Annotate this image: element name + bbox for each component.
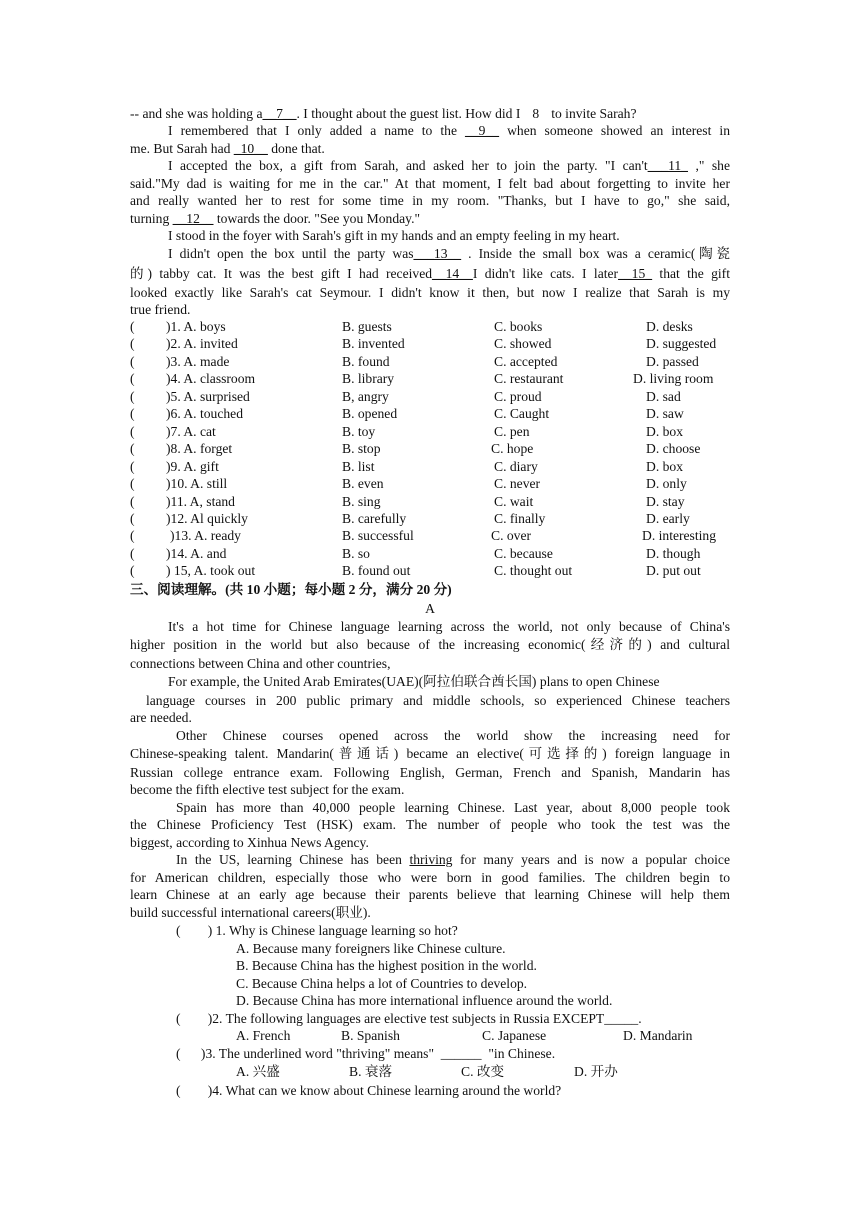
cloze-option-num: )5. A. surprised xyxy=(166,389,250,404)
cloze-option-c: C. wait xyxy=(494,494,534,509)
cloze-option-b: B. invented xyxy=(342,336,405,351)
blank-10: _10__ xyxy=(233,141,268,156)
cloze-option-paren: ( xyxy=(130,406,135,421)
cloze-option-paren: ( xyxy=(130,354,135,369)
cloze-option-c: C. restaurant xyxy=(494,371,564,386)
cloze-option-d: D. early xyxy=(646,511,690,526)
reading-line: biggest, according to Xinhua News Agency. xyxy=(130,835,369,850)
cloze-option-c: C. hope xyxy=(491,441,534,456)
cloze-option-d: D. stay xyxy=(646,494,685,509)
cloze-option-d: D. box xyxy=(646,424,684,439)
cloze-option-d: D. desks xyxy=(646,319,693,334)
reading-line: become the fifth elective test subject for the exam. xyxy=(130,782,405,797)
cloze-option-num: )7. A. cat xyxy=(166,424,216,439)
passage-line: I didn't open the box until the party was___13__ . Inside the small box was a ceramic(陶瓷 xyxy=(168,246,730,261)
blank-14: __14__ xyxy=(432,266,473,281)
blank-11: ___11_ xyxy=(647,158,688,173)
question-1-option: A. Because many foreigners like Chinese culture. xyxy=(236,941,506,956)
cloze-option-b: B. list xyxy=(342,459,375,474)
cloze-option-b: B. toy xyxy=(342,424,376,439)
cloze-option-paren: ( xyxy=(130,563,135,578)
reading-line: Other Chinese courses opened across the world show the increasing need for xyxy=(176,728,730,743)
blank-9: __9__ xyxy=(465,123,500,138)
passage-line: I stood in the foyer with Sarah's gift in my hands and an empty feeling in my heart. xyxy=(168,228,620,243)
blank-12: __12__ xyxy=(172,211,214,226)
cloze-option-d: D. interesting xyxy=(642,528,716,543)
cloze-option-paren: ( xyxy=(130,389,135,404)
reading-line: language courses in 200 public primary and middle schools, so experienced Chinese teachers xyxy=(146,693,730,708)
blank-13: ___13__ xyxy=(413,246,462,261)
section-title: 三、阅读理解。(共 10 小题；每小题 2 分，满分 20 分) xyxy=(130,582,452,597)
passage-line: 的) tabby cat. It was the best gift I had received__14__I didn't like cats. I later__15_ that the gift xyxy=(130,266,730,281)
passage-line: turning __12__ towards the door. "See you Monday." xyxy=(130,211,421,226)
question-2: ( )2. The following languages are elective test subjects in Russia EXCEPT_____. xyxy=(176,1011,642,1026)
cloze-option-c: C. over xyxy=(491,528,532,543)
cloze-option-d: D. passed xyxy=(646,354,699,369)
cloze-option-paren: ( xyxy=(130,424,135,439)
cloze-option-d: D. though xyxy=(646,546,701,561)
cloze-option-c: C. because xyxy=(494,546,553,561)
cloze-option-b: B. opened xyxy=(342,406,398,421)
cloze-option-paren: ( xyxy=(130,459,135,474)
cloze-option-paren: ( xyxy=(130,494,135,509)
passage-line: I accepted the box, a gift from Sarah, and asked her to join the party. "I can't___11_ ," she xyxy=(168,158,730,173)
cloze-option-num: )13. A. ready xyxy=(170,528,241,543)
cloze-option-c: C. proud xyxy=(494,389,542,404)
reading-line: higher position in the world but also because of the increasing economic(经济的) and cultural xyxy=(130,637,730,652)
cloze-option-c: C. books xyxy=(494,319,543,334)
cloze-option-b: B. stop xyxy=(342,441,381,456)
reading-line: build successful international careers(职业). xyxy=(130,905,371,920)
cloze-option-c: C. pen xyxy=(494,424,530,439)
passage-label: A xyxy=(425,601,435,616)
question-1-option: B. Because China has the highest position in the world. xyxy=(236,958,537,973)
cloze-option-d: D. sad xyxy=(646,389,681,404)
cloze-option-paren: ( xyxy=(130,528,135,543)
question-1-option: C. Because China helps a lot of Countries to develop. xyxy=(236,976,528,991)
cloze-option-d: D. living room xyxy=(633,371,714,386)
passage-line: said."My dad is waiting for me in the car." At that moment, I felt bad about forgetting to invite her xyxy=(130,176,730,191)
cloze-option-b: B. successful xyxy=(342,528,414,543)
cloze-option-d: D. saw xyxy=(646,406,684,421)
cloze-option-b: B. carefully xyxy=(342,511,407,526)
cloze-option-b: B. guests xyxy=(342,319,392,334)
cloze-option-d: D. put out xyxy=(646,563,701,578)
cloze-option-d: D. choose xyxy=(646,441,701,456)
cloze-option-paren: ( xyxy=(130,441,135,456)
cloze-option-c: C. never xyxy=(494,476,541,491)
passage-line: -- and she was holding a__7__. I thought about the guest list. How did I 8 to invite Sarah? xyxy=(130,106,637,121)
cloze-option-num: )1. A. boys xyxy=(166,319,226,334)
reading-line: learn Chinese at an early age because their parents believe that learning Chinese will help them xyxy=(130,887,730,902)
cloze-option-b: B. so xyxy=(342,546,370,561)
cloze-option-c: C. thought out xyxy=(494,563,573,578)
cloze-option-num: )3. A. made xyxy=(166,354,230,369)
reading-line: Spain has more than 40,000 people learning Chinese. Last year, about 8,000 people took xyxy=(176,800,730,815)
reading-line: connections between China and other countries, xyxy=(130,656,391,671)
cloze-option-num: )9. A. gift xyxy=(166,459,219,474)
cloze-option-c: C. accepted xyxy=(494,354,558,369)
cloze-option-c: C. diary xyxy=(494,459,538,474)
blank-15: __15_ xyxy=(618,266,653,281)
blank-7: __7__ xyxy=(262,106,297,121)
underlined-word: thriving xyxy=(409,852,453,867)
reading-line: In the US, learning Chinese has been thriving for many years and is now a popular choice xyxy=(176,852,730,867)
cloze-option-b: B. found out xyxy=(342,563,411,578)
passage-line: I remembered that I only added a name to the __9__ when someone showed an interest in xyxy=(168,123,730,138)
cloze-option-b: B. library xyxy=(342,371,395,386)
cloze-option-num: )4. A. classroom xyxy=(166,371,256,386)
cloze-option-num: )14. A. and xyxy=(166,546,227,561)
cloze-option-num: )12. Al quickly xyxy=(166,511,248,526)
cloze-option-c: C. showed xyxy=(494,336,552,351)
question-3: ( )3. The underlined word "thriving" means" ______ "in Chinese. xyxy=(176,1046,556,1061)
cloze-option-d: D. box xyxy=(646,459,684,474)
passage-line: and really wanted her to rest for some time in my room. "Thanks, but I have to go," she said, xyxy=(130,193,730,208)
question-1-option: D. Because China has more international influence around the world. xyxy=(236,993,613,1008)
reading-line: are needed. xyxy=(130,710,192,725)
cloze-option-b: B. sing xyxy=(342,494,381,509)
question-1: ( ) 1. Why is Chinese language learning so hot? xyxy=(176,923,458,938)
cloze-option-paren: ( xyxy=(130,476,135,491)
cloze-option-paren: ( xyxy=(130,546,135,561)
reading-line: Chinese-speaking talent. Mandarin(普通话) became an elective(可选择的) foreign language in xyxy=(130,746,730,761)
reading-line: for American children, especially those who were born in good families. The children begin to xyxy=(130,870,730,885)
cloze-option-num: )11. A, stand xyxy=(166,494,235,509)
reading-line: For example, the United Arab Emirates(UAE)(阿拉伯联合酋长国) plans to open Chinese xyxy=(168,674,660,689)
cloze-option-num: )10. A. still xyxy=(166,476,228,491)
cloze-option-paren: ( xyxy=(130,336,135,351)
cloze-option-num: )2. A. invited xyxy=(166,336,238,351)
cloze-option-b: B. even xyxy=(342,476,384,491)
reading-line: It's a hot time for Chinese language learning across the world, not only because of China's xyxy=(168,619,730,634)
cloze-option-paren: ( xyxy=(130,511,135,526)
cloze-option-b: B. found xyxy=(342,354,390,369)
cloze-option-num: ) 15, A. took out xyxy=(166,563,256,578)
cloze-option-num: )6. A. touched xyxy=(166,406,244,421)
cloze-option-c: C. Caught xyxy=(494,406,550,421)
cloze-option-num: )8. A. forget xyxy=(166,441,233,456)
passage-line: me. But Sarah had _10__ done that. xyxy=(130,141,325,156)
cloze-option-d: D. only xyxy=(646,476,687,491)
blank-8: 8 xyxy=(532,106,540,121)
cloze-option-c: C. finally xyxy=(494,511,546,526)
reading-line: Russian college entrance exam. Following English, German, French and Spanish, Mandarin has xyxy=(130,765,730,780)
reading-line: the Chinese Proficiency Test (HSK) exam. The number of people who took the test was the xyxy=(130,817,730,832)
cloze-option-b: B, angry xyxy=(342,389,389,404)
question-4: ( )4. What can we know about Chinese learning around the world? xyxy=(176,1083,562,1098)
passage-line: true friend. xyxy=(130,302,191,317)
cloze-option-paren: ( xyxy=(130,319,135,334)
passage-line: looked exactly like Sarah's cat Seymour. I didn't know it then, but now I realize that Sarah is my xyxy=(130,285,730,300)
cloze-option-paren: ( xyxy=(130,371,135,386)
cloze-option-d: D. suggested xyxy=(646,336,717,351)
